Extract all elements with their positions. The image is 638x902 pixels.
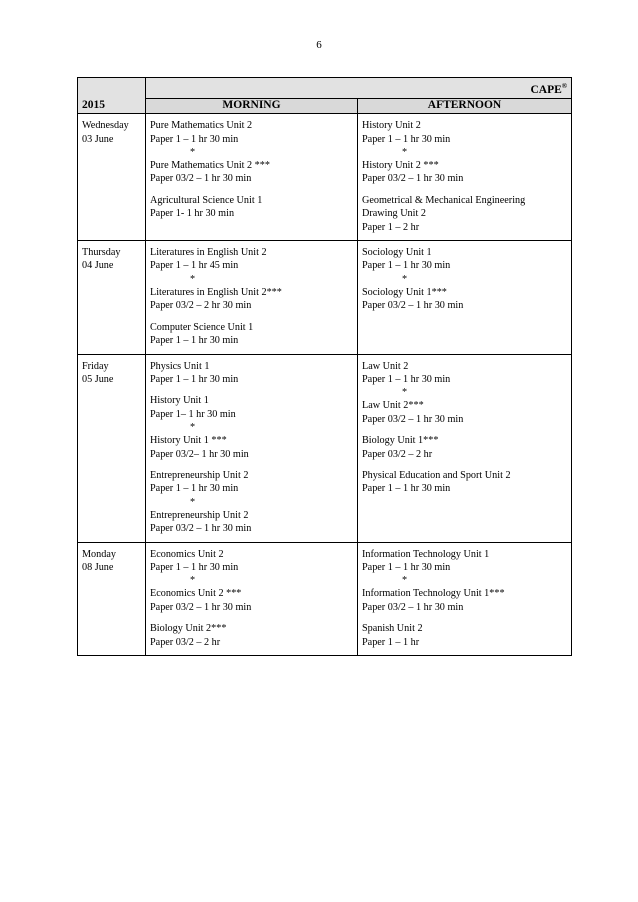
exam-paper: Paper 03/2 – 2 hr 30 min (150, 300, 252, 312)
exam-subject: Sociology Unit 1 (362, 247, 432, 259)
table-row (78, 241, 572, 354)
exam-entry (150, 587, 353, 614)
exam-entry (362, 399, 567, 426)
exam-entry (150, 159, 353, 186)
spacer (150, 461, 353, 469)
day-cell (78, 354, 146, 542)
exam-entry (150, 509, 353, 536)
exam-paper: Paper 03/2 – 2 hr (362, 448, 433, 460)
exam-paper: Paper 1 – 1 hr 30 min (150, 373, 239, 385)
spacer (362, 614, 567, 622)
table-row (78, 542, 572, 655)
separator-asterisk: * (402, 387, 408, 399)
exam-entry (362, 119, 567, 146)
afternoon-cell (358, 241, 572, 354)
exam-entry (150, 321, 353, 348)
spacer (150, 386, 353, 394)
exam-entry (150, 469, 353, 496)
spacer (362, 186, 567, 194)
exam-paper: Paper 1 – 1 hr 30 min (150, 561, 239, 573)
exam-paper: Paper 1 – 1 hr 30 min (150, 335, 239, 347)
exam-entry (150, 119, 353, 146)
separator-asterisk: * (190, 273, 196, 285)
exam-paper: Paper 1 – 1 hr 30 min (150, 133, 239, 145)
day-cell (78, 542, 146, 655)
separator-asterisk: * (402, 147, 408, 159)
exam-entry (362, 469, 567, 496)
exam-entry (150, 394, 353, 421)
exam-entry (362, 360, 567, 387)
day-date: 03 June (82, 133, 114, 145)
exam-subject: Computer Science Unit 1 (150, 321, 254, 333)
exam-subject: Entrepreneurship Unit 2 (150, 469, 249, 481)
day-name: Monday (82, 548, 116, 560)
exam-paper: Paper 03/2 – 1 hr 30 min (362, 300, 464, 312)
afternoon-cell (358, 114, 572, 241)
exam-paper: Paper 03/2– 1 hr 30 min (150, 448, 249, 460)
exam-entry (150, 622, 353, 649)
exam-subject: Economics Unit 2 *** (150, 588, 242, 600)
exam-subject: Pure Mathematics Unit 2 (150, 120, 253, 132)
exam-title: CAPE (530, 83, 562, 96)
exam-subject: Law Unit 2 (362, 360, 409, 372)
exam-paper: Paper 03/2 – 1 hr 30 min (362, 601, 464, 613)
exam-paper: Paper 1 – 1 hr 30 min (362, 483, 451, 495)
exam-subject: Geometrical & Mechanical Engineering (362, 194, 526, 206)
exam-subject: History Unit 2 (362, 120, 421, 132)
exam-entry (362, 548, 567, 575)
exam-entry (150, 194, 353, 221)
exam-subject: Literatures in English Unit 2 (150, 247, 267, 259)
spacer (150, 186, 353, 194)
exam-subject: Biology Unit 1*** (362, 435, 439, 447)
day-date: 08 June (82, 561, 114, 573)
exam-paper: Paper 1 – 1 hr 30 min (362, 260, 451, 272)
exam-paper: Paper 03/2 – 1 hr 30 min (150, 173, 252, 185)
exam-paper: Paper 03/2 – 1 hr 30 min (362, 413, 464, 425)
day-cell (78, 241, 146, 354)
exam-paper: Paper 1 – 1 hr 30 min (362, 373, 451, 385)
exam-paper: Paper 03/2 – 2 hr (150, 636, 221, 648)
exam-paper: Paper 1- 1 hr 30 min (150, 208, 235, 220)
timetable-body (78, 114, 572, 656)
exam-subject: Entrepreneurship Unit 2 (150, 509, 249, 521)
afternoon-cell (358, 542, 572, 655)
table-row (78, 114, 572, 241)
exam-subject: Biology Unit 2*** (150, 623, 227, 635)
day-date: 04 June (82, 260, 114, 272)
morning-cell (146, 241, 358, 354)
exam-entry (150, 548, 353, 575)
exam-entry (150, 434, 353, 461)
spacer (150, 313, 353, 321)
exam-subject: Physical Education and Sport Unit 2 (362, 469, 511, 481)
exam-subject: Physics Unit 1 (150, 360, 210, 372)
year-header: 2015 (78, 78, 146, 114)
separator-asterisk: * (402, 575, 408, 587)
exam-subject: Literatures in English Unit 2*** (150, 286, 282, 298)
exam-entry (362, 159, 567, 186)
exam-subject: Pure Mathematics Unit 2 *** (150, 160, 270, 172)
spacer (362, 426, 567, 434)
exam-subject: Law Unit 2*** (362, 400, 424, 412)
exam-subject: History Unit 1 (150, 395, 209, 407)
day-name: Wednesday (82, 120, 129, 132)
separator-asterisk: * (190, 147, 196, 159)
day-name: Thursday (82, 247, 121, 259)
exam-entry (362, 622, 567, 649)
exam-entry (362, 246, 567, 273)
exam-header (146, 78, 572, 99)
exam-entry (362, 434, 567, 461)
exam-subject: Agricultural Science Unit 1 (150, 194, 263, 206)
separator-asterisk: * (190, 575, 196, 587)
exam-paper: Paper 1 – 1 hr 30 min (362, 133, 451, 145)
exam-subject: Economics Unit 2 (150, 548, 224, 560)
separator-asterisk: * (190, 496, 196, 508)
exam-entry (150, 360, 353, 387)
exam-paper: Paper 1 – 1 hr 30 min (362, 561, 451, 573)
morning-cell (146, 354, 358, 542)
exam-paper: Paper 1 – 1 hr 45 min (150, 260, 239, 272)
exam-subject: Sociology Unit 1*** (362, 286, 447, 298)
registered-mark: ® (561, 82, 568, 90)
page-number: 6 (316, 39, 322, 51)
day-date: 05 June (82, 373, 114, 385)
day-cell (78, 114, 146, 241)
separator-asterisk: * (190, 422, 196, 434)
exam-subject: Spanish Unit 2 (362, 623, 423, 635)
morning-cell (146, 542, 358, 655)
exam-paper: Paper 03/2 – 1 hr 30 min (150, 601, 252, 613)
exam-subject: Information Technology Unit 1 (362, 548, 490, 560)
exam-entry (362, 194, 567, 234)
separator-asterisk: * (402, 273, 408, 285)
exam-entry (362, 587, 567, 614)
exam-entry (150, 286, 353, 313)
exam-paper: Paper 03/2 – 1 hr 30 min (150, 523, 252, 535)
day-name: Friday (82, 360, 109, 372)
exam-subject: History Unit 1 *** (150, 435, 227, 447)
exam-subject: Information Technology Unit 1*** (362, 588, 505, 600)
exam-entry (362, 286, 567, 313)
afternoon-header: AFTERNOON (358, 99, 572, 114)
afternoon-cell (358, 354, 572, 542)
exam-timetable (77, 77, 572, 656)
exam-subject: History Unit 2 *** (362, 160, 439, 172)
exam-paper: Paper 03/2 – 1 hr 30 min (362, 173, 464, 185)
exam-paper: Paper 1 – 1 hr 30 min (150, 483, 239, 495)
table-row (78, 354, 572, 542)
exam-entry (150, 246, 353, 273)
spacer (362, 461, 567, 469)
exam-paper: Paper 1 – 1 hr (362, 636, 420, 648)
morning-cell (146, 114, 358, 241)
exam-paper: Drawing Unit 2 (362, 208, 426, 220)
exam-paper: Paper 1 – 2 hr (362, 221, 420, 233)
morning-header: MORNING (146, 99, 358, 114)
exam-paper: Paper 1– 1 hr 30 min (150, 408, 236, 420)
spacer (150, 614, 353, 622)
